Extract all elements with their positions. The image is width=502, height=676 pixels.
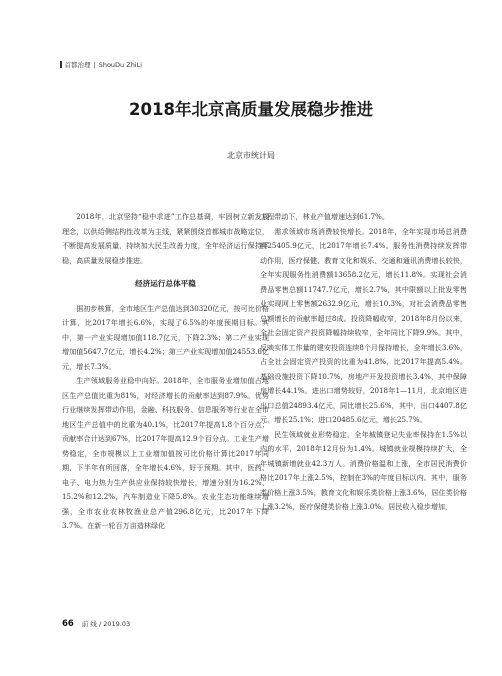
body-paragraph: 需求领域市场消费较快增长。2018年，全年实现市场总消费额25405.9亿元，比2017年增长7.4%。服务性消费持续发挥带动作用，医疗保健、教育文化和娱乐、交通和通讯消费增长较快，全年实现服务性消费额13658.2亿元，增长11.8%。实现社会消费品零售总额11747.7亿元，增长2.7%，其中限额以上批发零售业实现网上零售额2632.9亿元，增长10.3%，对社会消费品零售总额增长的贡献率超过8成。投资降幅收窄，2018年8月份以来，全社会固定资产投资降幅持续收窄，全年同比下降9.9%。其中，反映实体工作量的建安投资连续8个月保持增长，全年增长3.6%，占全社会固定资产投资的比重为41.8%，比2017年提高5.4%。基础设施投资下降10.7%，房地产开发投资增长3.4%，其中保障房增长44.1%。进出口增势较好，2018年1—11月，北京地区进出口总值24893.4亿元，同比增长25.6%，其中，出口4407.8亿元，增长25.1%；进口20485.6亿元，增长25.7%。 [260,226,467,424]
body-paragraph: 生产领域服务业稳中向好。2018年，全市服务业增加值占地区生产总值比重为81%，对经济增长的贡献率达到87.9%。优势行业继续发挥带动作用，金融、科技服务、信息服务等行业在全市地区生产总值中的比重为40.1%，比2017年提高1.8个百分点；贡献率合计达到67%，比2017年提高12.9个百分点。工业生产增势稳定，全市规模以上工业增加值按可比价格计算比2017年同期，下半年有所回落，全年增长4.6%，好于预期。其中，医药、电子、电力热力生产供应业保持较快增长，增速分别为16.2%、15.2%和12.2%，汽车制造业下降5.8%。农业生态功能继续增强，全市农业农林牧渔业总产值296.8亿元，比2017年下降3.7%。在新一轮百万亩造林绿化 [62,376,269,530]
body-paragraph: 工程带动下，林业产值增速达到61.7%。 [260,212,389,221]
page-number: 66 [62,619,74,629]
header-divider-text: | [93,60,96,69]
header-section-label: 首都治理 [64,61,91,69]
intro-paragraph: 2018年，北京坚持“稳中求进”工作总基调，牢固树立新发展理念，以供给侧结构性改革为主线，紧紧围绕首都城市战略定位，不断提高发展质量，持续加大民生改善力度，全年经济运行保持平稳，高质量发展稳步推进。 [62,212,269,265]
left-column [62,210,269,534]
article-title: 2018年北京高质量发展稳步推进 [129,100,373,119]
page-footer [62,619,130,629]
body-paragraph: 据初步核算，全市地区生产总值达到30320亿元，按可比价格计算，比2017年增长6.6%，实现了6.5%的年度预期目标。其中，第一产业实现增加值118.7亿元，下降2.3%；第二产业实现增加值5647.7亿元，增长4.2%；第三产业实现增加值24553.6亿元，增长7.3%。 [62,303,270,371]
header-divider [60,61,62,68]
body-paragraph: 民生领域就业形势稳定，全年城镇登记失业率保持在1.5%以内的水平，2018年12月份为1.4%。城镇就业规模持续扩大，全年城镇新增就业42.3万人。消费价格温和上涨，全市居民消费价格比2017年上涨2.5%，控制在3%的年度目标以内。其中，服务类价格上涨3.5%，教育文化和娱乐类价格上涨3.6%，居住类价格上涨3.2%，医疗保健类价格上涨3.0%。居民收入稳步增加， [260,429,467,511]
journal-issue: 前 线 / 2019.03 [81,620,131,628]
section-heading: 经济运行总体平稳 [135,279,196,288]
article-author: 北京市统计局 [227,151,275,160]
header-section-english: ShouDu ZhiLi [98,60,143,69]
section-header [60,60,142,69]
right-column [260,210,467,515]
